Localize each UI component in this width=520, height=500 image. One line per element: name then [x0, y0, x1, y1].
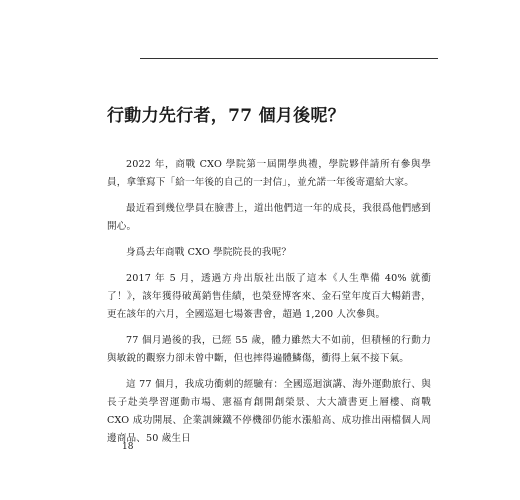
chapter-title: 行動力先行者，77 個月後呢？ — [107, 106, 346, 126]
paragraph: 這 77 個月，我成功衝刺的經驗有：全國巡迴演講、海外運動旅行、與長子赴美學習運動市場、憲福育創開創榮景、大大讀書更上層樓、商戰 CXO 成功開展、企業訓練鐵不停機卻仍能水漲船高、成功推出兩檔個人周邊商品、50 歲生日 — [107, 379, 431, 444]
body-text — [107, 156, 431, 456]
paragraph: 最近看到幾位學員在臉書上，道出他們這一年的成長，我很爲他們感到開心。 — [107, 203, 431, 232]
paragraph: 2017 年 5 月，透過方舟出版社出版了這本《人生準備 40% 就衝了！》，該年獲得破萬銷售佳績，也榮登博客來、金石堂年度百大暢銷書，更在該年的六月，全國巡迴七場簽書會，超過 1,200 人次參與。 — [107, 273, 431, 320]
page-number: 18 — [122, 442, 134, 452]
paragraph: 2022 年，商戰 CXO 學院第一屆開學典禮，學院夥伴請所有參與學員，拿筆寫下「給一年後的自己的一封信」，並允諾一年後寄還給大家。 — [107, 159, 431, 188]
paragraph: 77 個月過後的我，已經 55 歲，體力雖然大不如前，但積極的行動力與敏銳的觀察力卻未曾中斷，但也摔得遍體鱗傷，衝得上氣不接下氣。 — [107, 335, 431, 364]
header-rule — [140, 58, 438, 59]
paragraph: 身爲去年商戰 CXO 學院院長的我呢？ — [126, 247, 292, 258]
